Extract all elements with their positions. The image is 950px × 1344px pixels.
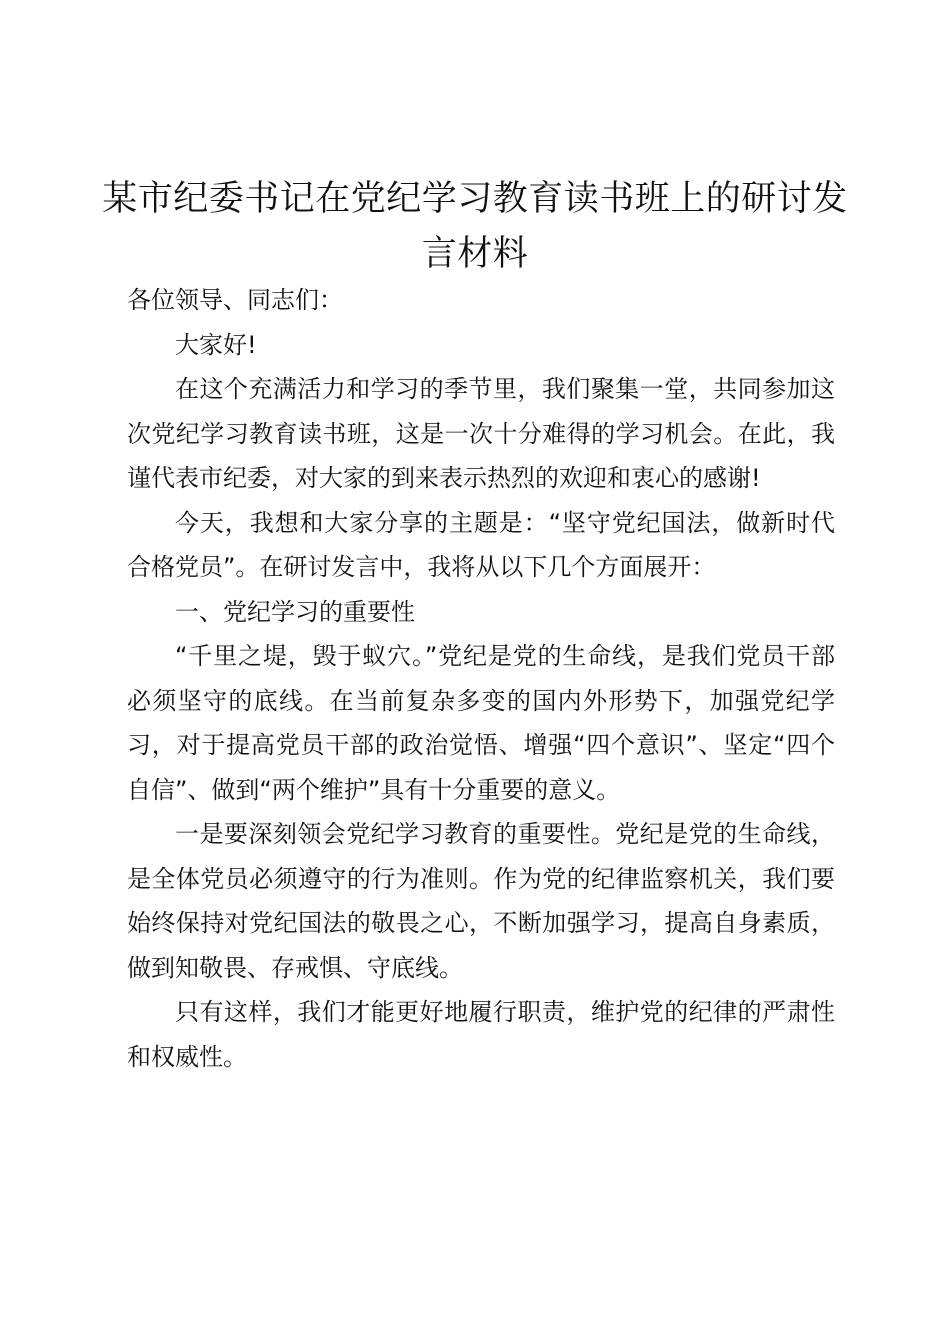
paragraph-welcome: 在这个充满活力和学习的季节里，我们聚集一堂，共同参加这次党纪学习教育读书班，这是一次十分难得的学习机会。在此，我谨代表市纪委，对大家的到来表示热烈的欢迎和衷心的感谢! (127, 375, 835, 492)
paragraph-topic: 今天，我想和大家分享的主题是：“坚守党纪国法，做新时代合格党员”。在研讨发言中，我将从以下几个方面展开： (127, 508, 835, 581)
paragraph-importance: “千里之堤，毁于蚁穴。”党纪是党的生命线，是我们党员干部必须坚守的底线。在当前复杂多变的国内外形势下，加强党纪学习，对于提高党员干部的政治觉悟、增强“四个意识”、坚定“四个自信”、做到“两个维护”具有十分重要的意义。 (127, 642, 835, 804)
paragraph-point-1: 一是要深刻领会党纪学习教育的重要性。党纪是党的生命线，是全体党员必须遵守的行为准则。作为党的纪律监察机关，我们要始终保持对党纪国法的敬畏之心，不断加强学习，提高自身素质，做到知敬畏、存戒惧、守底线。 (127, 820, 835, 982)
document-body (127, 278, 835, 1079)
section-heading-1: 一、党纪学习的重要性 (175, 597, 415, 626)
paragraph-greeting: 大家好! (175, 330, 257, 359)
document-title: 某市纪委书记在党纪学习教育读书班上的研讨发言材料 (102, 179, 848, 274)
salutation: 各位领导、同志们： (127, 286, 343, 314)
paragraph-conclusion: 只有这样，我们才能更好地履行职责，维护党的纪律的严肃性和权威性。 (127, 998, 835, 1071)
